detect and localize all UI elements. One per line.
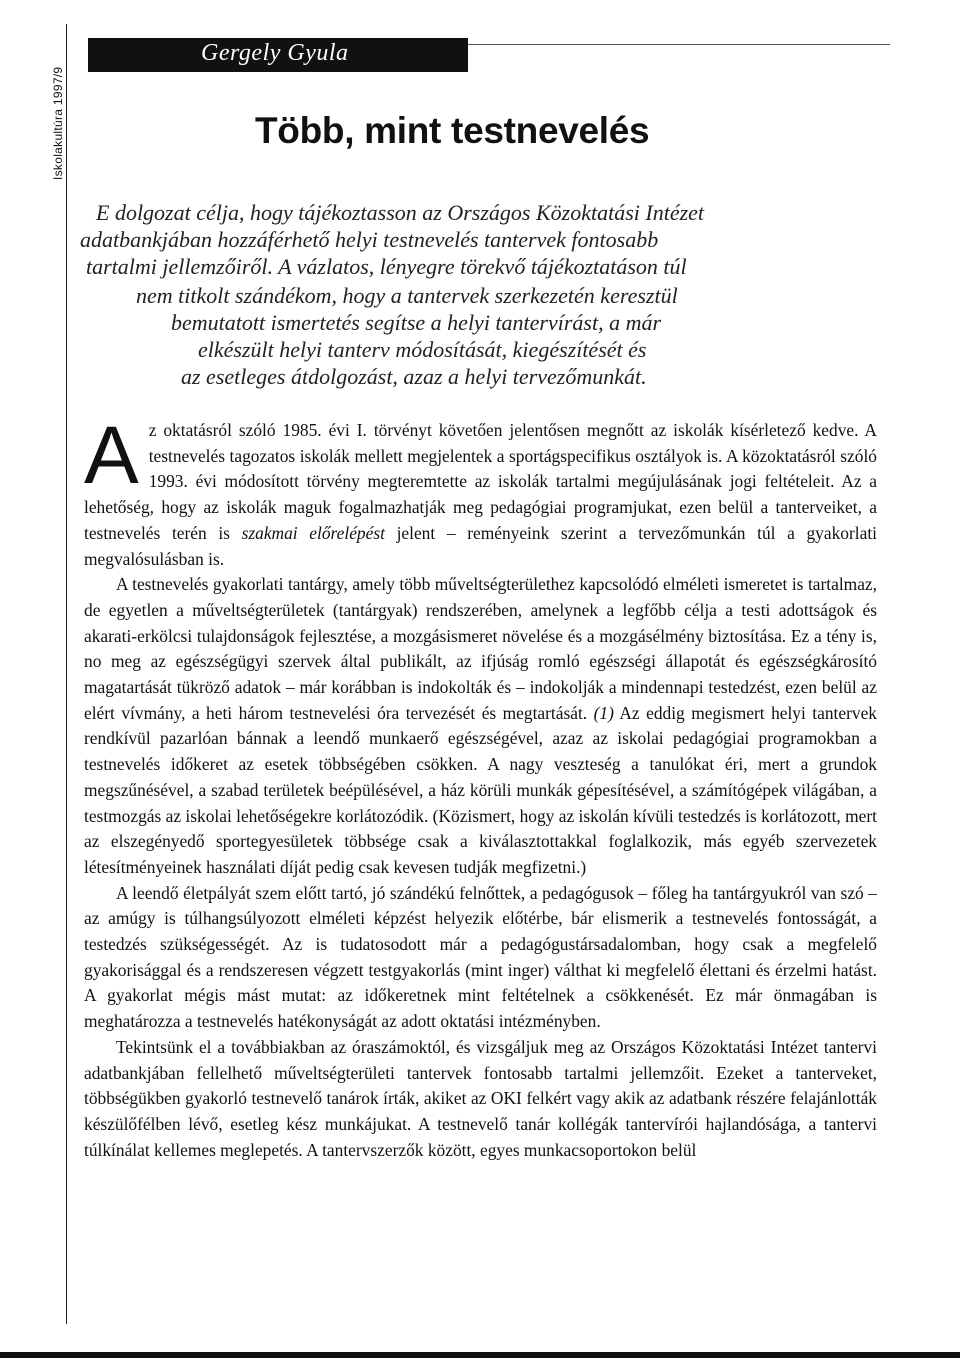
abstract-line: E dolgozat célja, hogy tájékoztasson az Országos Közoktatási Intézet xyxy=(96,200,705,225)
paragraph-text: jelent – reményeink szerint a tervezőmunkán túl a gyakorlati megvalósulásban is. xyxy=(84,522,877,569)
header-rule xyxy=(468,44,890,45)
paragraph-text: z oktatásról szóló 1985. évi I. törvényt követően jelentősen megnőtt az iskolák kísérletező kedve. A testnevelés tagozatos iskolák mellett megjelentek a sportágspecifikus osztályok is. A közoktatásról szóló 1993. évi módosított törvény megteremtette az iskolák tartalmi megújulásának jogi feltételeit. Az a lehetőség, hogy az iskolák maguk fogalmazhatják meg pedagógiai programjukat, ezen belül a tanterveiket, a testnevelés terén is xyxy=(84,420,877,543)
paragraph: Tekintsünk el a továbbiakban az óraszámoktól, és vizsgáljuk meg az Országos Közoktatási Intézet tantervi adatbankjában fellelhető műveltségterületi tantervek fontosabb tartalmi jellemzőit. Ezeket a tanterveket, többségükben gyakorló testnevelő tanárok írták, akiket az OKI felkért vagy akik az adatbank részére felajánlották készülőfélben lévő, esetleg kész munkájukat. A testnevelő tanár kollégák tantervírói hajlandósága, a tantervi túlkínálat kellemes meglepetés. A tantervszerzők között, egyes munkacsoportokon belül xyxy=(84,1036,877,1160)
abstract-line: bemutatott ismertetés segítse a helyi tantervírást, a már xyxy=(171,310,662,335)
abstract-line: elkészült helyi tanterv módosítását, kiegészítését és xyxy=(198,337,647,362)
footnote-ref: (1) xyxy=(593,702,614,723)
abstract-line: tartalmi jellemzőiről. A vázlatos, lényegre törekvő tájékoztatáson túl xyxy=(86,254,687,279)
paragraph-text: Az eddig megismert helyi tantervek rendkívül pazarlóan bánnak a leendő munkaerő egészségével, azaz az iskolai pedagógiai programokban a testnevelés időkeret az esetek többségében csökken. A nagy veszteség a tanulókat éri, mert a grundok megszűnésével, a szabad területek beépülésével, a ház körüli munkák gépesítésével, a számítógépek világában, a testmozgás az iskolai lehetőségekre korlátozódik. (Közismert, hogy az iskolán kívüli testedzés is korlátozott, mert az elszegényedő sportegyesületek többsége csak a kiválasztottakkal foglalkozik, más egyéb szervezetek létesítményeinek használati díját pedig csak kevesen tudják megfizetni.) xyxy=(84,702,877,877)
abstract-line: az esetleges átdolgozást, azaz a helyi tervezőmunkát. xyxy=(181,364,647,389)
abstract-line: adatbankjában hozzáférhető helyi testnevelés tantervek fontosabb xyxy=(80,227,659,252)
drop-cap: A xyxy=(84,410,139,501)
article-title: Több, mint testnevelés xyxy=(255,110,650,151)
abstract-line: nem titkolt szándékom, hogy a tantervek szerkezetén keresztül xyxy=(136,283,678,308)
author-name: Gergely Gyula xyxy=(201,40,349,66)
paragraph: A leendő életpályát szem előtt tartó, jó szándékú felnőttek, a pedagógusok – főleg ha tantárgyukról van szó – az amúgy is túlhangsúlyozott elméleti képzést helyezik előtérbe, bár elismerik a testnevelés fontosságát, a testedzés szükségességét. Az is tudatosodott már a pedagógustársadalomban, hogy csak a megfelelő gyakorisággal és a rendszeresen végzett testgyakorlás (mint inger) válthat ki megfelelő élettani és érzelmi hatást. A gyakorlat mégis mást mutat: az időkeretnek mint feltételnek a csökkenését. Ez már önmagában is meghatározza a testnevelés hatékonyságát az adott oktatási intézményben. xyxy=(84,882,877,1032)
article-body xyxy=(84,410,877,1163)
emphasis: szakmai előrelépést xyxy=(241,522,385,543)
footer-rule xyxy=(0,1352,960,1358)
paragraph xyxy=(84,572,877,880)
paragraph-text: A testnevelés gyakorlati tantárgy, amely több műveltségterülethez kapcsolódó elméleti ismeretet is tartalmaz, de egyetlen a műveltségterületek (tantárgyak) rendszerében, amelynek a legfőbb célja a testi adottságok és akarati-erkölcsi tulajdonságok fejlesztése, a mozgásismeret növelése és a mozgásélmény biztosítása. Ez a tény is, no meg az egészségügyi szervek által publikált, az ifjúság romló egészségi állapotát és egészségkárosító magatartását tükröző adatok – már korábban is indokolták és – indokolják a mindennapi testedzést, ezen belül az elért vívmány, a heti három testnevelési óra tervezését és megtartását. xyxy=(84,574,877,723)
paragraph xyxy=(84,410,877,572)
author-bar xyxy=(88,38,468,72)
journal-label: Iskolakultúra 1997/9 xyxy=(51,66,65,180)
side-rule xyxy=(66,24,67,1324)
